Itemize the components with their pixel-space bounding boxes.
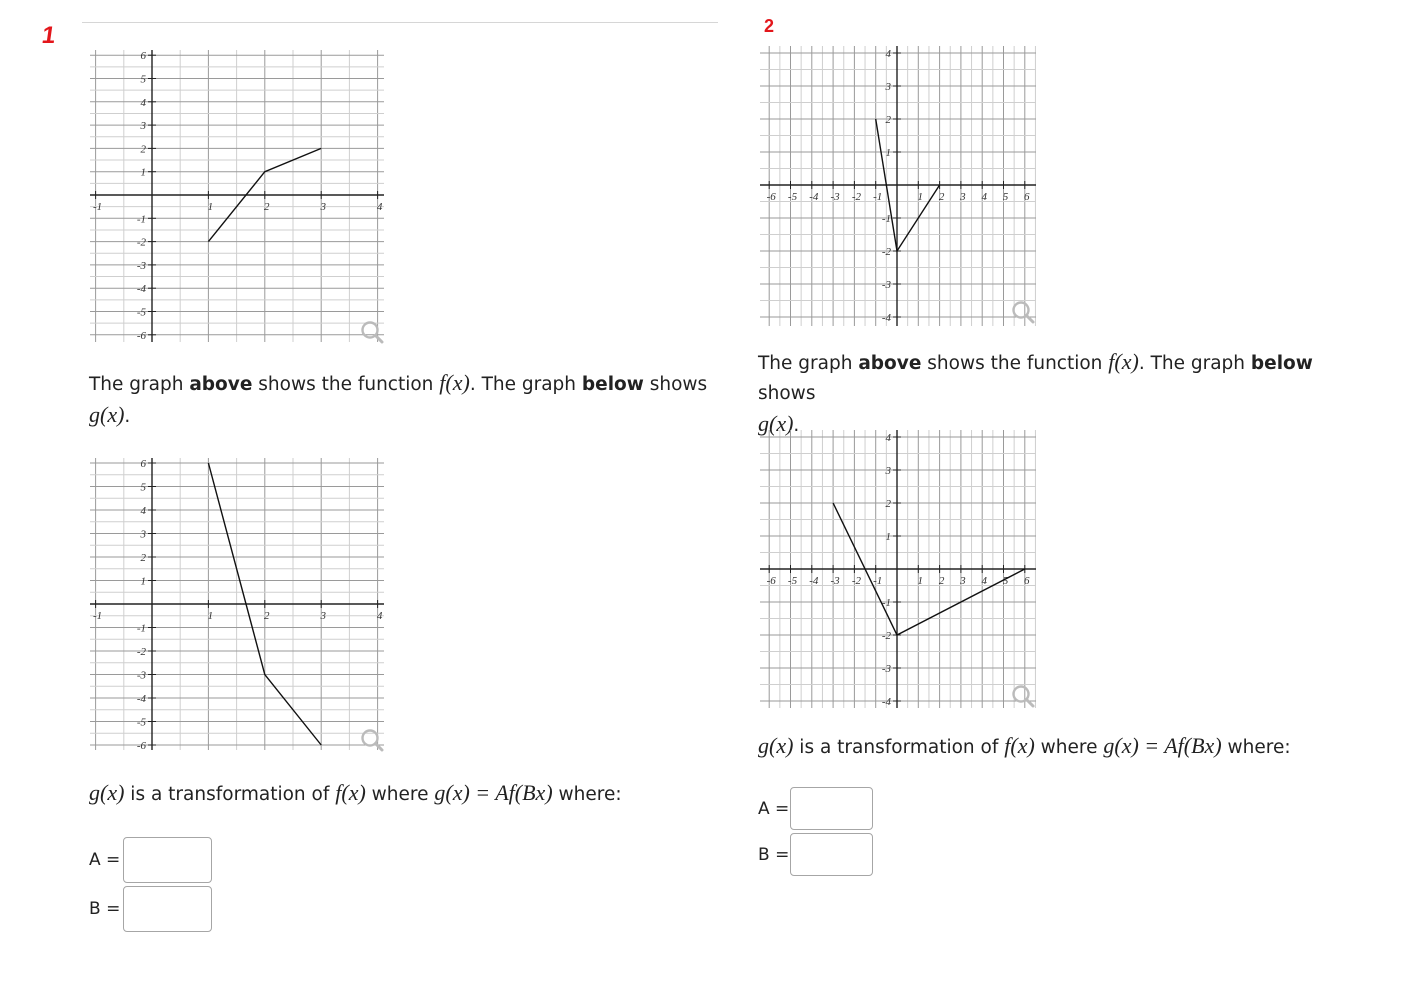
y-tick-label: -4: [136, 283, 146, 296]
math-equation: g(x) = Af(Bx): [1103, 733, 1222, 758]
y-tick-label: 3: [885, 465, 891, 477]
y-tick-label: -2: [881, 246, 891, 258]
graph-canvas: [90, 50, 384, 342]
y-tick-label: 1: [140, 575, 146, 588]
x-tick-label: -3: [830, 575, 840, 587]
x-tick-label: 1: [917, 191, 924, 203]
x-tick-label: 1: [207, 201, 214, 213]
prompt-above: above: [858, 353, 922, 374]
prompt-text: The graph: [758, 353, 859, 374]
problem-1-b-label: B =: [89, 899, 121, 919]
problem-1-b-input[interactable]: [123, 886, 212, 932]
x-tick-label: 2: [264, 610, 270, 622]
problem-2-a-input[interactable]: [790, 787, 873, 830]
math-fx: f(x): [1004, 733, 1035, 758]
y-tick-label: -4: [881, 696, 891, 708]
x-tick-label: -2: [851, 575, 861, 587]
math-gx: g(x): [758, 733, 794, 758]
y-tick-label: -4: [881, 312, 891, 324]
y-tick-label: -4: [136, 693, 146, 705]
x-tick-label: 4: [376, 201, 383, 213]
problem-1-f-graph: [90, 50, 384, 342]
x-tick-label: -6: [766, 191, 776, 203]
problem-2-f-graph: [760, 46, 1036, 326]
y-tick-label: 4: [885, 48, 891, 60]
problem-1-prompt: [89, 368, 729, 432]
prompt-above: above: [189, 374, 253, 395]
x-tick-label: 3: [320, 201, 326, 213]
prompt-below: below: [1250, 353, 1313, 374]
x-tick-label: -1: [873, 191, 883, 203]
graph-canvas: [90, 458, 384, 750]
prompt-text: The graph: [89, 374, 190, 395]
x-tick-label: 4: [376, 610, 383, 622]
transform-text: is a transformation of: [124, 784, 336, 805]
math-fx: f(x): [335, 780, 366, 805]
y-tick-label: 6: [140, 458, 146, 470]
x-tick-label: 3: [960, 575, 966, 587]
problem-2-g-zoom-icon[interactable]: [1011, 684, 1037, 714]
x-tick-label: 4: [981, 191, 987, 203]
prompt-text: shows the function: [921, 353, 1109, 374]
y-tick-label: 4: [140, 96, 146, 109]
x-tick-label: -3: [830, 191, 840, 203]
math-fx: f(x): [1108, 349, 1139, 374]
x-tick-label: -1: [93, 610, 103, 622]
transform-text: where: [1034, 737, 1104, 758]
y-tick-label: 2: [140, 143, 146, 156]
y-tick-label: -3: [136, 259, 146, 272]
prompt-text: . The graph: [469, 374, 582, 395]
y-tick-label: 2: [885, 114, 891, 126]
x-tick-label: 2: [938, 191, 945, 203]
x-tick-label: -6: [766, 575, 776, 587]
x-tick-label: 3: [960, 191, 966, 203]
x-tick-label: -5: [787, 191, 798, 203]
y-tick-label: 6: [140, 50, 146, 63]
math-gx: g(x): [758, 411, 794, 436]
y-tick-label: -1: [881, 597, 891, 609]
y-tick-label: -1: [881, 213, 891, 225]
y-tick-label: 2: [140, 552, 146, 564]
y-tick-label: 1: [885, 147, 891, 159]
y-tick-label: 5: [140, 481, 146, 494]
y-tick-label: 3: [140, 528, 146, 541]
transform-text: where: [365, 784, 435, 805]
problem-1-f-zoom-icon[interactable]: [360, 320, 386, 350]
y-tick-label: -3: [881, 279, 891, 291]
y-tick-label: 4: [885, 432, 891, 444]
problem-1-transform-text: [89, 778, 729, 810]
section-divider: [82, 22, 718, 23]
x-tick-label: 2: [264, 201, 270, 213]
y-tick-label: -2: [881, 630, 891, 642]
prompt-text: shows: [758, 383, 816, 404]
x-tick-label: -1: [93, 201, 103, 213]
x-tick-label: -1: [873, 575, 883, 587]
transform-text: where:: [552, 784, 622, 805]
graph-canvas: [760, 46, 1036, 326]
problem-2-a-label: A =: [758, 799, 790, 819]
transform-text: is a transformation of: [793, 737, 1005, 758]
y-tick-label: -6: [136, 329, 146, 342]
problem-2-f-zoom-icon[interactable]: [1011, 300, 1037, 330]
prompt-text: shows: [643, 374, 708, 395]
math-gx: g(x): [89, 402, 125, 427]
y-tick-label: -6: [136, 740, 146, 752]
y-tick-label: 4: [140, 505, 146, 517]
prompt-text: shows the function: [252, 374, 440, 395]
y-tick-label: 1: [140, 166, 146, 179]
y-tick-label: 2: [885, 498, 891, 510]
y-tick-label: -5: [136, 306, 146, 319]
x-tick-label: 1: [917, 575, 924, 587]
x-tick-label: -4: [809, 575, 819, 587]
transform-text: where:: [1221, 737, 1291, 758]
y-tick-label: -1: [136, 213, 146, 226]
x-tick-label: 5: [1002, 191, 1009, 203]
x-tick-label: 6: [1024, 191, 1030, 203]
prompt-below: below: [581, 374, 644, 395]
x-tick-label: 2: [938, 575, 945, 587]
y-tick-label: 3: [140, 120, 146, 133]
math-equation: g(x) = Af(Bx): [434, 780, 553, 805]
y-tick-label: -2: [136, 236, 146, 249]
y-tick-label: -1: [136, 622, 146, 635]
math-gx: g(x): [89, 780, 125, 805]
problem-2-number-mark: 2: [764, 16, 775, 36]
problem-1-a-label: A =: [89, 850, 121, 870]
problem-2-g-graph: [760, 430, 1036, 708]
problem-1-number-mark: 1: [40, 22, 58, 49]
y-tick-label: -2: [136, 646, 146, 658]
x-tick-label: -2: [851, 191, 861, 203]
problem-1-g-graph: [90, 458, 384, 750]
x-tick-label: 6: [1024, 575, 1030, 587]
y-tick-label: -5: [136, 716, 146, 729]
prompt-text: . The graph: [1138, 353, 1251, 374]
x-tick-label: 3: [320, 610, 326, 622]
x-tick-label: -4: [809, 191, 819, 203]
y-tick-label: 3: [885, 81, 891, 93]
problem-2-prompt: [758, 347, 1358, 441]
graph-canvas: [760, 430, 1036, 708]
problem-1-g-zoom-icon[interactable]: [360, 728, 386, 758]
problem-1-a-input[interactable]: [123, 837, 212, 883]
x-tick-label: 5: [1002, 575, 1009, 587]
y-tick-label: 5: [140, 73, 146, 86]
y-tick-label: -3: [136, 669, 146, 682]
problem-2-b-label: B =: [758, 845, 790, 865]
math-fx: f(x): [439, 370, 470, 395]
x-tick-label: 1: [207, 610, 214, 622]
problem-2-transform-text: [758, 731, 1398, 763]
prompt-text: .: [793, 415, 800, 436]
problem-2-b-input[interactable]: [790, 833, 873, 876]
y-tick-label: -3: [881, 663, 891, 675]
x-tick-label: 4: [981, 575, 987, 587]
y-tick-label: 1: [885, 531, 891, 543]
prompt-text: .: [124, 406, 131, 427]
x-tick-label: -5: [787, 575, 798, 587]
